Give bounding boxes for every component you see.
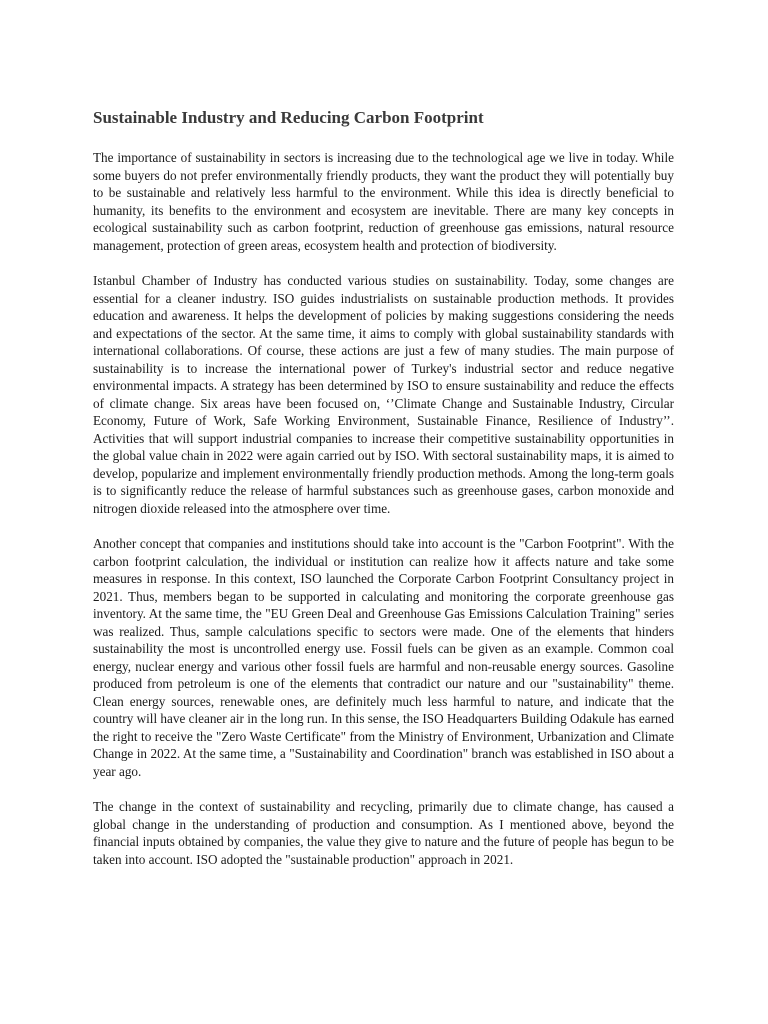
document-title: Sustainable Industry and Reducing Carbon Footprint (93, 108, 484, 127)
paragraph-intro: The importance of sustainability in sectors is increasing due to the technological age we live in today. While some buyers do not prefer environmentally friendly products, they want the product they will potentially buy to be sustainable and relatively less harmful to the environment. While this idea is directly beneficial to humanity, its benefits to the environment and ecosystem are inevitable. There are many key concepts in ecological sustainability such as carbon footprint, reduction of greenhouse gas emissions, natural resource management, protection of green areas, ecosystem health and protection of biodiversity. (93, 150, 674, 253)
paragraph-istanbul-chamber: Istanbul Chamber of Industry has conducted various studies on sustainability. Today, some changes are essential for a cleaner industry. ISO guides industrialists on sustainable production methods. It provides education and awareness. It helps the development of policies by making suggestions considering the needs and expectations of the sector. At the same time, it aims to comply with global sustainability standards with international collaborations. Of course, these actions are just a few of many studies. The main purpose of sustainability is to increase the international power of Turkey's industrial sector and reduce negative environmental impacts. A strategy has been determined by ISO to ensure sustainability and reduce the effects of climate change. Six areas have been focused on, ‘’Climate Change and Sustainable Industry, Circular Economy, Future of Work, Safe Working Environment, Sustainable Finance, Resilience of Industry’’. Activities that will support industrial companies to increase their competitive sustainability opportunities in the global value chain in 2022 were again carried out by ISO. With sectoral sustainability maps, it is aimed to develop, popularize and implement environmentally friendly production methods. Among the long-term goals is to significantly reduce the release of harmful substances such as greenhouse gases, carbon monoxide and nitrogen dioxide released into the atmosphere over time. (93, 273, 674, 516)
document-page (93, 96, 674, 868)
paragraph-sustainable-production: The change in the context of sustainability and recycling, primarily due to climate change, has caused a global change in the understanding of production and consumption. As I mentioned above, beyond the financial inputs obtained by companies, the value they give to nature and the future of people has begun to be taken into account. ISO adopted the "sustainable production" approach in 2021. (93, 799, 674, 867)
paragraph-carbon-footprint: Another concept that companies and institutions should take into account is the "Carbon Footprint". With the carbon footprint calculation, the individual or institution can realize how it affects nature and take some measures in response. In this context, ISO launched the Corporate Carbon Footprint Consultancy project in 2021. Thus, members began to be supported in calculating and monitoring the corporate greenhouse gas inventory. At the same time, the "EU Green Deal and Greenhouse Gas Emissions Calculation Training" series was realized. Thus, sample calculations specific to sectors were made. One of the elements that hinders sustainability the most is uncontrolled energy use. Fossil fuels can be given as an example. Common coal energy, nuclear energy and various other fossil fuels are harmful and non-reusable energy sources. Gasoline produced from petroleum is one of the elements that contradict our nature and our "sustainability" theme. Clean energy sources, renewable ones, are definitely much less harmful to nature, and indicate that the country will have cleaner air in the long run. In this sense, the ISO Headquarters Building Odakule has earned the right to receive the "Zero Waste Certificate" from the Ministry of Environment, Urbanization and Climate Change in 2022. At the same time, a "Sustainability and Coordination" branch was established in ISO about a year ago. (93, 536, 674, 779)
